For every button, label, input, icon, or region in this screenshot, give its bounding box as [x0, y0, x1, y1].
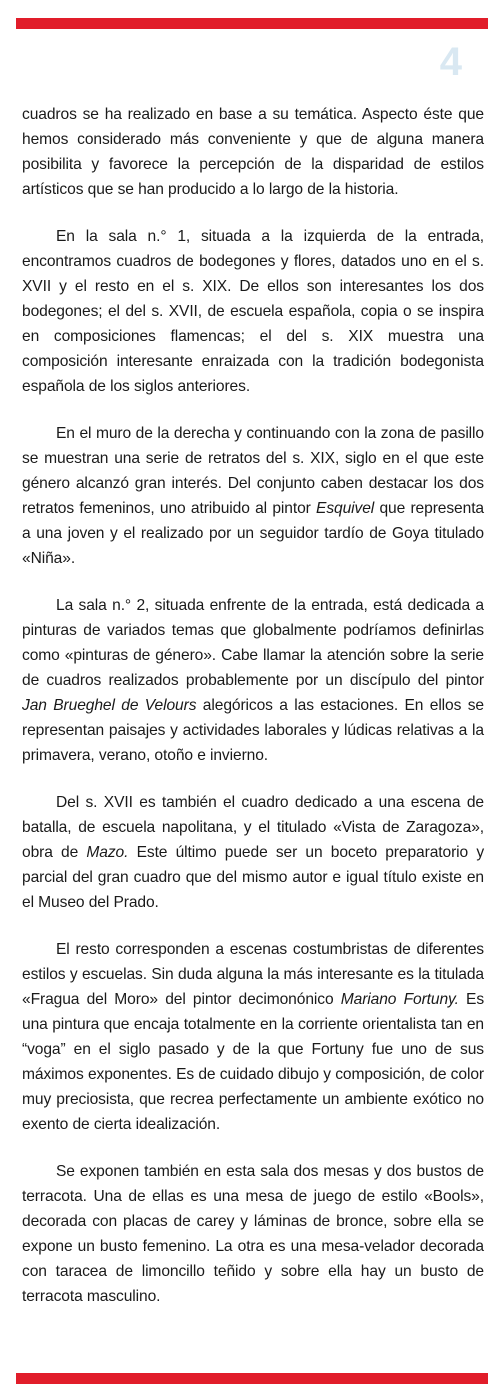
text-run: cuadros se ha realizado en base a su temática. Aspecto éste que hemos considerado más conveniente y que de alguna manera posibilita y favorece la percepción de la disparidad de estilos artísticos que se han producido a lo largo de la historia.	[22, 106, 484, 198]
text-run: Se exponen también en esta sala dos mesas y dos bustos de terracota. Una de ellas es una mesa de juego de estilo «Bools», decorada con placas de carey y láminas de bronce, sobre ella se expone un busto femenino. La otra es una mesa-velador decorada con taracea de limoncillo teñido y sobre ella hay un busto de terracota masculino.	[22, 1163, 484, 1305]
paragraph	[22, 593, 484, 768]
text-run: alegóricos a las estaciones. En ellos se representan paisajes y actividades laborales y lúdicas relativas a la primavera, verano, otoño e invierno.	[22, 697, 484, 764]
top-accent-bar	[16, 18, 488, 29]
text-run: En la sala n.° 1, situada a la izquierda de la entrada, encontramos cuadros de bodegones y flores, datados uno en el s. XVII y el resto en el s. XIX. De ellos son interesantes los dos bodegones; el del s. XVII, de escuela española, copia o se inspira en composiciones flamencas; el del s. XIX muestra una composición interesante enraizada con la tradición bodegonista española de los siglos anteriores.	[22, 228, 484, 395]
text-run: Del s. XVII es también el cuadro dedicado a una escena de batalla, de escuela napolitana, y el titulado «Vista de Zaragoza», obra de	[22, 794, 484, 861]
article-body	[22, 102, 484, 1331]
text-run: que representa a una joven y el realizado por un seguidor tardío de Goya titulado «Niña».	[22, 500, 485, 567]
paragraph	[22, 224, 484, 399]
paragraph	[22, 1159, 484, 1309]
italic-name: Esquivel	[316, 500, 375, 517]
text-run: Es una pintura que encaja totalmente en la corriente orientalista tan en “voga” en el siglo pasado y de la que Fortuny fue uno de sus máximos exponentes. Es de cuidado dibujo y composición, de color muy preciosista, que recrea perfectamente un ambiente exótico no exento de cierta idealización.	[22, 991, 485, 1133]
bottom-accent-bar	[16, 1373, 488, 1384]
italic-name: Jan Brueghel de Velours	[22, 697, 197, 714]
page-number: 4	[439, 40, 462, 84]
text-run: La sala n.° 2, situada enfrente de la entrada, está dedicada a pinturas de variados temas que globalmente podríamos definirlas como «pinturas de género». Cabe llamar la atención sobre la serie de cuadros realizados probablemente por un discípulo del pintor	[22, 597, 484, 689]
italic-name: Mazo.	[86, 844, 129, 861]
text-run: El resto corresponden a escenas costumbristas de diferentes estilos y escuelas. Sin duda alguna la más interesante es la titulada «Fragua del Moro» del pintor decimonónico	[22, 941, 484, 1008]
text-run: Este último puede ser un boceto preparatorio y parcial del gran cuadro que del mismo autor e igual título existe en el Museo del Prado.	[22, 844, 485, 911]
paragraph	[22, 102, 484, 202]
text-run: En el muro de la derecha y continuando con la zona de pasillo se muestran una serie de retratos del s. XIX, siglo en el que este género alcanzó gran interés. Del conjunto caben destacar los dos retratos femeninos, uno atribuido al pintor	[22, 425, 484, 517]
paragraph	[22, 421, 484, 571]
paragraph	[22, 790, 484, 915]
italic-name: Mariano Fortuny.	[340, 991, 459, 1008]
paragraph	[22, 937, 484, 1137]
